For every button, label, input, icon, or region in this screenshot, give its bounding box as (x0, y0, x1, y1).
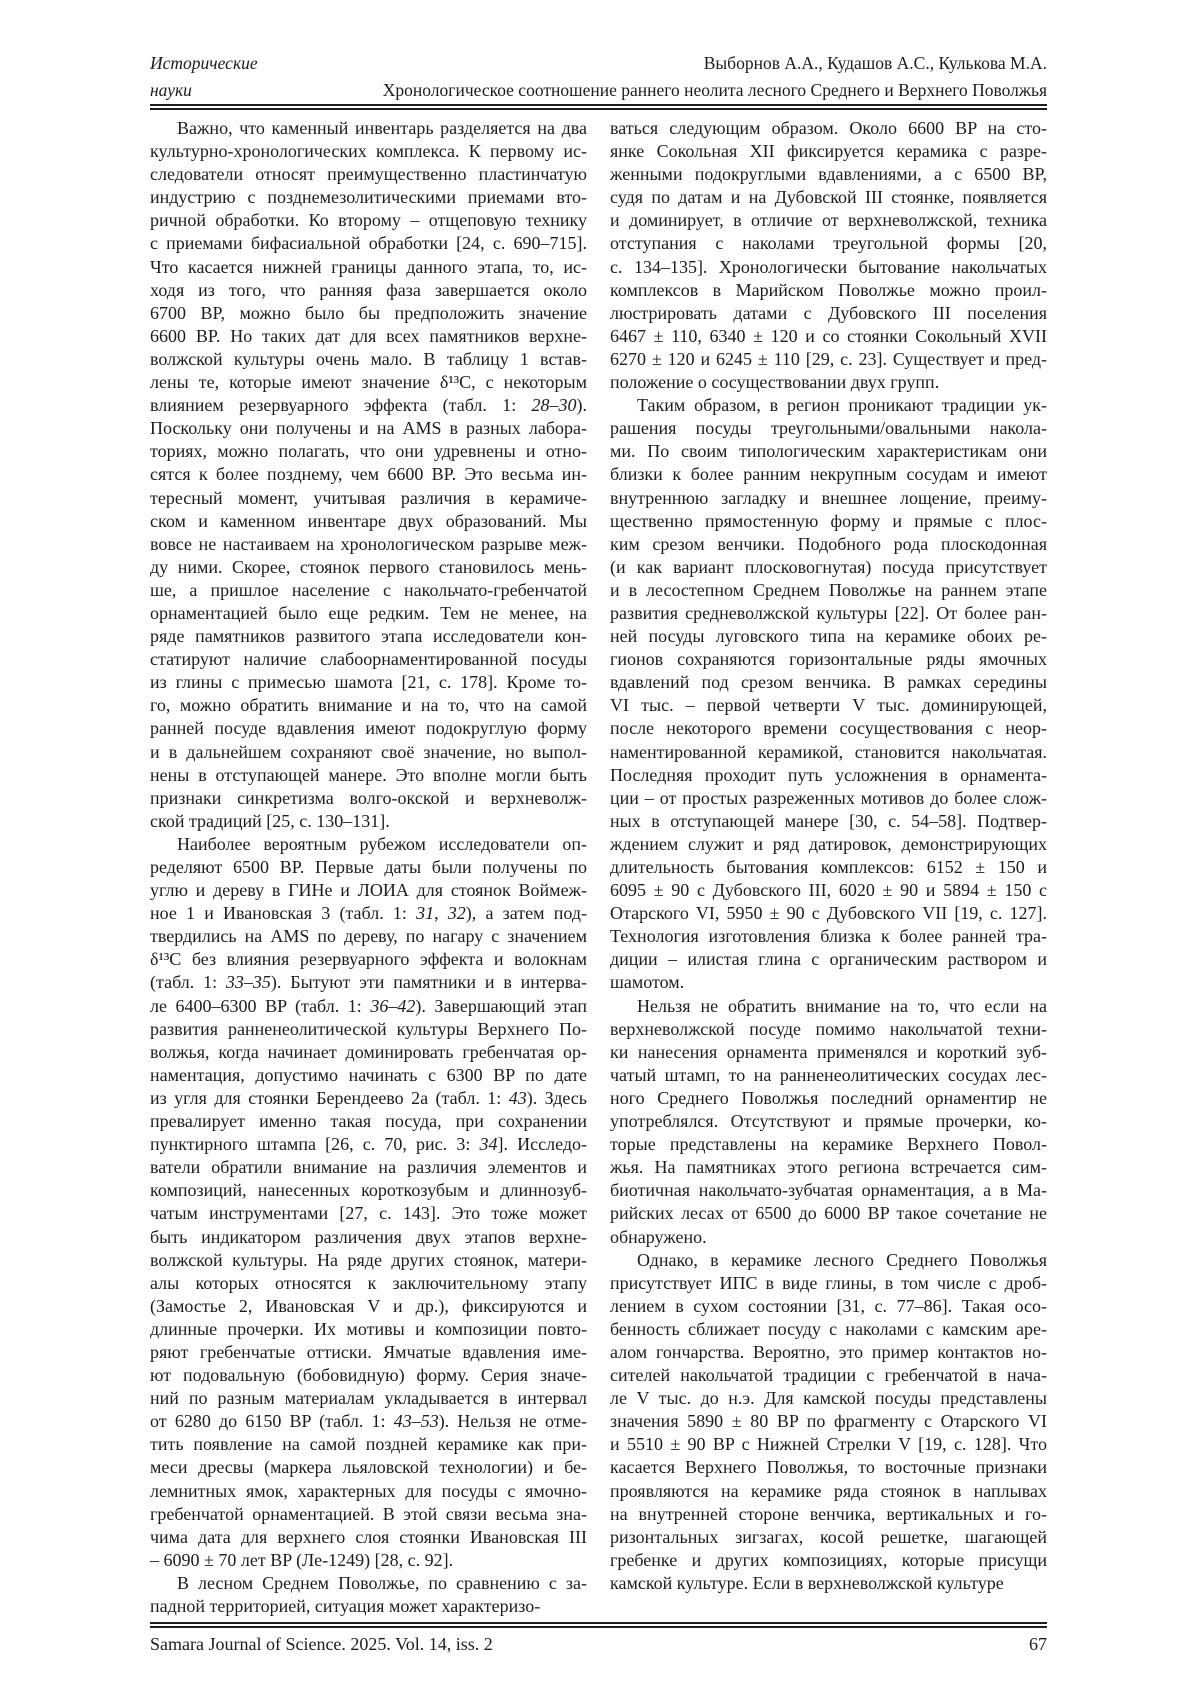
text-line: Наиболее вероятным рубежом исследователи оп- (177, 833, 587, 854)
text-line: сятся к более позднему, чем 6600 BP. Это весьма ин- (150, 464, 587, 485)
text-line: Технология изготовления близка к более ранней тра- (610, 926, 1047, 947)
text-line: ней посуды луговского типа на керамике обоих ре- (610, 626, 1047, 647)
text-line: из угля для стоянки Берендеево 2а (табл. 1: 43). Здесь (150, 1087, 587, 1108)
text-line: отступания с наколами треугольной формы [20, (610, 233, 1047, 254)
text-line: близки к более ранним некрупным сосудам и имеют (610, 464, 1047, 485)
text-line: судя по датам и на Дубовской III стоянке, появляется (610, 187, 1047, 208)
text-line: волжской культуры. На ряде других стоянок, матери- (150, 1249, 587, 1270)
text-line: длительность бытования комплексов: 6152 ± 150 и (610, 857, 1047, 877)
text-line: культурно-хронологических комплекса. К первому ис- (150, 141, 587, 162)
text-line: развития средневолжской культуры [22]. От более ран- (610, 602, 1047, 623)
text-line: ской традиций [25, с. 130–131]. (150, 810, 390, 831)
text-line: индустрию с позднемезолитическими приемами вто- (150, 187, 587, 208)
text-line: 6095 ± 90 с Дубовского III, 6020 ± 90 и 5894 ± 150 с (610, 880, 1047, 901)
text-line: волжья, когда начинает доминировать гребенчатая ор- (150, 1041, 587, 1062)
text-line: лением в сухом состоянии [31, с. 77–86]. Такая осо- (610, 1295, 1047, 1316)
text-line: чатым инструментами [27, с. 143]. Это тоже может (150, 1203, 587, 1224)
text-line: волжской культуры очень мало. В таблицу 1 встав- (150, 348, 587, 369)
journal-citation: Samara Journal of Science. 2025. Vol. 14, iss. 2 (150, 1634, 493, 1655)
running-title: Хронологическое соотношение раннего неолита лесного Среднего и Верхнего Поволжья (382, 79, 1047, 100)
text-line: ториях, можно полагать, что они удревнены и отно- (150, 441, 587, 462)
text-line: Однако, в керамике лесного Среднего Поволжья (637, 1249, 1047, 1270)
text-line: ного Среднего Поволжья последний орнаментир не (610, 1087, 1047, 1108)
text-line: Отарского VI, 5950 ± 90 с Дубовского VII [19, с. 127]. (610, 903, 1047, 924)
text-line: из глины с примесью шамота [21, с. 178]. Кроме то- (150, 672, 587, 693)
text-line: меси дресвы (маркера льяловской технологии) и бе- (150, 1457, 587, 1478)
text-line: чима дата для верхнего слоя стоянки Ивановская III (150, 1526, 587, 1547)
text-line: ряде памятников развитого этапа исследователи кон- (150, 626, 587, 647)
text-line: наментированной керамикой, становится накольчатая. (610, 741, 1047, 762)
text-line: 6270 ± 120 и 6245 ± 110 [29, с. 23]. Существует и пред- (610, 348, 1047, 369)
text-line: бенность сближает посуду с наколами с камским аре- (610, 1318, 1047, 1339)
text-line: лены те, которые имеют значение δ¹³C, с некоторым (150, 372, 587, 393)
text-line: гребенке и других композициях, которые присущи (610, 1549, 1047, 1570)
text-line: быть индикатором различения двух этапов верхне- (150, 1226, 587, 1247)
text-line: ду ними. Скорее, стоянок первого становилось мень- (150, 556, 587, 577)
text-line: – 6090 ± 70 лет BP (Ле-1249) [28, с. 92]. (150, 1549, 454, 1570)
text-line: лемнитных ямок, характерных для посуды с ямочно- (150, 1480, 587, 1501)
text-line: следователи относят преимущественно пластинчатую (150, 164, 587, 185)
section-label-line1: Исторические (150, 53, 258, 73)
article-body (150, 117, 1047, 1618)
text-line: алом гончарства. Вероятно, это пример контактов но- (610, 1341, 1047, 1362)
text-line: с. 134–135]. Хронологически бытование накольчатых (610, 256, 1047, 277)
text-line: ряют гребенчатые оттиски. Ямчатые вдавления име- (150, 1341, 587, 1362)
text-line: наментация, допустимо начинать с 6300 BP по дате (150, 1064, 587, 1085)
text-line: ных в отступающей манере [30, с. 54–58]. Подтвер- (610, 810, 1047, 831)
paragraph (150, 1572, 587, 1618)
section-label-line2: науки (150, 79, 192, 100)
text-line: ют подовальную (бобовидную) форму. Серия значе- (150, 1365, 587, 1386)
text-line: ний по разным материалам укладывается в интервал (150, 1388, 587, 1409)
text-line: Последняя проходит путь усложнения в орнамента- (610, 764, 1047, 785)
text-line: положение о сосуществовании двух групп. (610, 372, 940, 393)
text-line: комплексов в Марийском Поволжье можно проил- (610, 279, 1047, 300)
text-line: Нельзя не обратить внимание на то, что если на (637, 995, 1047, 1016)
section-label (150, 50, 258, 103)
text-line: VI тыс. – первой четверти V тыс. доминирующей, (610, 695, 1047, 716)
text-line: чатый штамп, то на ранненеолитических сосудах лес- (610, 1064, 1047, 1085)
text-line: ватели обратили внимание на различия элементов и (150, 1157, 587, 1178)
page-number: 67 (1029, 1634, 1047, 1655)
running-authors: Выборнов А.А., Кудашов А.С., Кулькова М.А. (703, 53, 1047, 73)
page-header (150, 50, 1047, 103)
text-line: вдавлений под срезом венчика. В рамках середины (610, 672, 1047, 693)
text-line: Поскольку они получены и на AMS в разных лабора- (150, 418, 587, 439)
text-line: шамотом. (610, 972, 685, 993)
text-line: женными подокруглыми вдавлениями, а с 6500 BP, (610, 164, 1047, 185)
text-line: углю и дереву в ГИНе и ЛОИА для стоянок Воймеж- (150, 880, 587, 901)
text-line: ное 1 и Ивановская 3 (табл. 1: 31, 32), а затем под- (150, 903, 587, 924)
text-line: ходя из того, что ранняя фаза завершается около (150, 279, 587, 300)
text-line: ризонтальных зигзагах, косой решетке, шагающей (610, 1526, 1047, 1547)
text-line: пунктирного штампа [26, с. 70, рис. 3: 34]. Исследо- (150, 1134, 587, 1155)
text-line: В лесном Среднем Поволжье, по сравнению с за- (177, 1572, 587, 1593)
text-line: тить появление на самой поздней керамике как при- (150, 1434, 587, 1455)
text-line: рашения посуды треугольными/овальными накола- (610, 418, 1047, 439)
text-line: (табл. 1: 33–35). Бытуют эти памятники и в интерва- (150, 972, 587, 993)
text-line: ждением служит и ряд датировок, демонстрирующих (610, 833, 1047, 854)
text-line: торые представлены на керамике Верхнего Повол- (610, 1134, 1047, 1155)
text-line: ранней посуде вдавления имеют подокруглую форму (150, 718, 587, 739)
text-line: на внутренней стороне венчика, вертикальных и го- (610, 1503, 1047, 1524)
text-line: развития ранненеолитической культуры Верхнего По- (150, 1018, 587, 1039)
text-line: влиянием резервуарного эффекта (табл. 1: 28–30). (150, 395, 587, 416)
text-line: и в дальнейшем сохраняют своё значение, но выпол- (150, 741, 587, 762)
paragraph (610, 995, 1047, 1249)
text-line: значения 5890 ± 80 BP по фрагменту с Отарского VI (610, 1411, 1047, 1432)
text-line: диции – илистая глина с органическим раствором и (610, 949, 1047, 970)
text-line: щественно прямостенную форму и прямые с плос- (610, 510, 1047, 531)
text-line: ким срезом венчики. Подобного рода плоскодонная (610, 533, 1047, 554)
text-line: (Замостье 2, Ивановская V и др.), фиксируются и (150, 1295, 587, 1316)
column-right (610, 117, 1047, 1618)
text-line: ки нанесения орнамента применялся и короткий зуб- (610, 1041, 1047, 1062)
paragraph (610, 117, 1047, 394)
text-line: ции – от простых разреженных мотивов до более слож- (610, 787, 1047, 808)
text-line: янке Сокольная XII фиксируется керамика с разре- (610, 141, 1047, 162)
text-line: Таким образом, в регион проникают традиции ук- (637, 395, 1047, 416)
text-line: и 5510 ± 90 BP с Нижней Стрелки V [19, с. 128]. Что (610, 1434, 1047, 1455)
text-line: ском и каменном инвентаре двух образований. Мы (150, 510, 587, 531)
text-line: камской культуре. Если в верхневолжской культуре (610, 1572, 1004, 1593)
text-line: длинные прочерки. Их мотивы и композиции повто- (150, 1318, 587, 1339)
text-line: рийских лесах от 6500 до 6000 BP такое сочетание не (610, 1203, 1047, 1224)
text-line: твердились на AMS по дереву, по нагару с значением (150, 926, 587, 947)
text-line: (и как вариант плосковогнутая) посуда присутствует (610, 556, 1047, 577)
text-line: биотичная накольчато-зубчатая орнаментация, а в Ма- (610, 1180, 1047, 1201)
text-line: вовсе не настаиваем на хронологическом разрыве меж- (150, 533, 587, 554)
text-line: Важно, что каменный инвентарь разделяется на два (177, 118, 587, 138)
paragraph (150, 117, 587, 833)
text-line: орнаментацией было еще редким. Тем не менее, на (150, 602, 587, 623)
text-line: касается Верхнего Поволжья, то восточные признаки (610, 1457, 1047, 1478)
text-line: гребенчатой орнаментацией. В этой связи весьма зна- (150, 1503, 587, 1524)
text-line: алы которых относятся к заключительному этапу (150, 1272, 587, 1293)
text-line: ми. По своим типологическим характеристикам они (610, 441, 1047, 462)
text-line: люстрировать датами с Дубовского III поселения (610, 302, 1047, 323)
text-line: признаки синкретизма волго-окской и верхневолж- (150, 787, 587, 808)
text-line: ле 6400–6300 BP (табл. 1: 36–42). Завершающий этап (150, 995, 587, 1016)
text-line: с приемами бифасиальной обработки [24, с. 690–715]. (150, 233, 587, 254)
text-line: от 6280 до 6150 BP (табл. 1: 43–53). Нельзя не отме- (150, 1411, 587, 1432)
text-line: внутреннюю загладку и внешнее лощение, преиму- (610, 487, 1047, 508)
text-line: δ¹³C без влияния резервуарного эффекта и волокнам (150, 949, 587, 970)
text-line: сителей накольчатой традиции с гребенчатой в нача- (610, 1365, 1047, 1386)
text-line: ле V тыс. до н.э. Для камской посуды представлены (610, 1388, 1047, 1409)
text-line: тересный момент, учитывая различия в керамиче- (150, 487, 587, 508)
page-footer (150, 1633, 1047, 1656)
text-line: употреблялся. Отсутствуют и прямые прочерки, ко- (610, 1111, 1047, 1132)
column-left (150, 117, 587, 1618)
paragraph (610, 394, 1047, 994)
footer-rule (150, 1622, 1047, 1628)
text-line: и доминирует, в отличие от верхневолжской, техника (610, 210, 1047, 231)
paragraph (150, 833, 587, 1572)
text-line: нены в отступающей манере. Это вполне могли быть (150, 764, 587, 785)
text-line: проявляются на керамике ряда стоянок в наплывах (610, 1480, 1047, 1501)
text-line: превалирует именно такая посуда, при сохранении (150, 1111, 587, 1132)
text-line: статируют наличие слабоорнаментированной посуды (150, 649, 587, 670)
text-line: присутствует ИПС в виде глины, в том числе с дроб- (610, 1272, 1047, 1293)
text-line: после некоторого времени сосуществования с неор- (610, 718, 1047, 739)
text-line: 6467 ± 110, 6340 ± 120 и со стоянки Сокольный XVII (610, 325, 1047, 346)
header-rule (150, 104, 1047, 110)
text-line: композиций, нанесенных короткозубым и длиннозуб- (150, 1180, 587, 1201)
text-line: ричной обработки. Ко второму – отщеповую технику (150, 210, 587, 231)
text-line: жья. На памятниках этого региона встречается сим- (610, 1157, 1047, 1178)
text-line: го, можно обратить внимание и на то, что на самой (150, 695, 587, 716)
text-line: и в лесостепном Среднем Поволжье на раннем этапе (610, 579, 1047, 600)
text-line: 6600 BP. Но таких дат для всех памятников верхне- (150, 325, 587, 346)
text-line: ределяют 6500 BP. Первые даты были получены по (150, 857, 587, 877)
text-line: Что касается нижней границы данного этапа, то, ис- (150, 256, 587, 277)
text-line: падной территорией, ситуация может характеризо- (150, 1596, 541, 1616)
text-line: верхневолжской посуде помимо накольчатой техни- (610, 1018, 1047, 1039)
text-line: ше, а пришлое население с накольчато-гребенчатой (150, 579, 587, 600)
text-line: обнаружено. (610, 1226, 707, 1247)
text-line: гионов сохраняются горизонтальные ряды ямочных (610, 649, 1047, 670)
running-head (258, 50, 1047, 103)
text-line: ваться следующим образом. Около 6600 BP на сто- (610, 118, 1047, 138)
text-line: 6700 BP, можно было бы предположить значение (150, 302, 587, 323)
paragraph (610, 1249, 1047, 1595)
